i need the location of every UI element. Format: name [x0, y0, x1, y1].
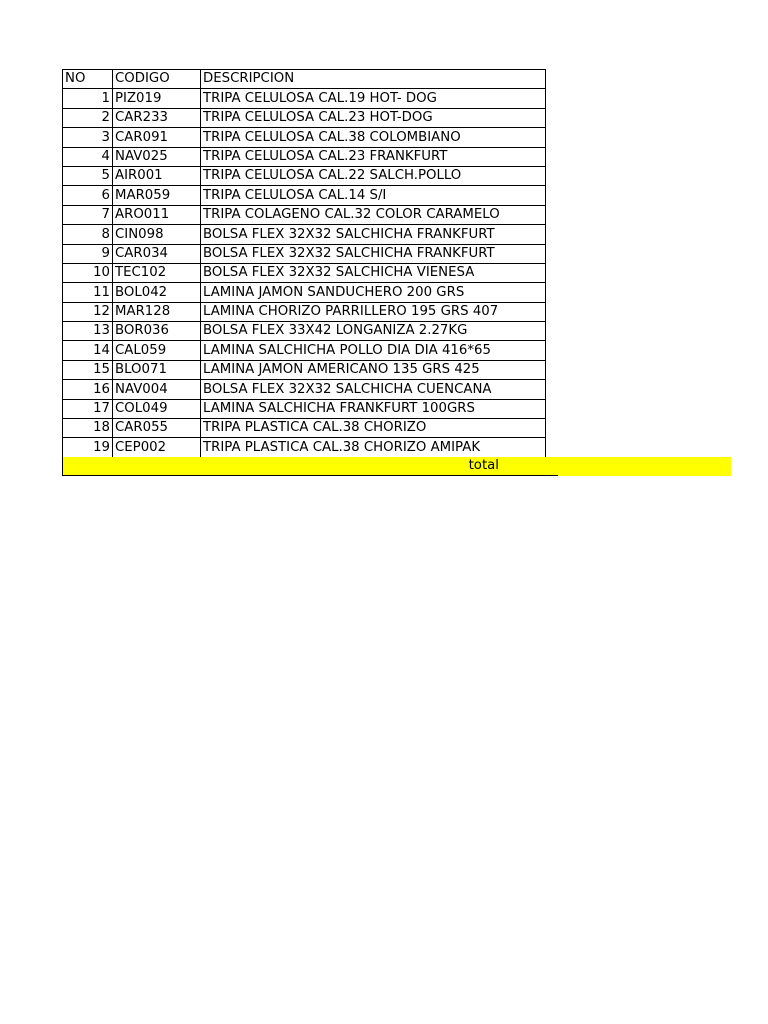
table-row — [63, 244, 546, 263]
cell-codigo[interactable]: NAV004 — [113, 380, 201, 399]
header-codigo[interactable]: CODIGO — [113, 70, 201, 89]
cell-no[interactable]: 14 — [63, 341, 113, 360]
cell-codigo[interactable]: CAR091 — [113, 128, 201, 147]
cell-descripcion[interactable]: BOLSA FLEX 32X32 SALCHICHA FRANKFURT — [201, 225, 546, 244]
cell-no[interactable]: 4 — [63, 147, 113, 166]
cell-descripcion[interactable]: LAMINA SALCHICHA FRANKFURT 100GRS — [201, 399, 546, 418]
table-row — [63, 302, 546, 321]
cell-descripcion[interactable]: LAMINA JAMON SANDUCHERO 200 GRS — [201, 283, 546, 302]
cell-no[interactable]: 8 — [63, 225, 113, 244]
cell-codigo[interactable]: CIN098 — [113, 225, 201, 244]
cell-codigo[interactable]: BOR036 — [113, 322, 201, 341]
header-row — [63, 70, 546, 89]
table-row — [63, 360, 546, 379]
cell-descripcion[interactable]: LAMINA JAMON AMERICANO 135 GRS 425 — [201, 360, 546, 379]
table-row — [63, 419, 546, 438]
cell-descripcion[interactable]: TRIPA PLASTICA CAL.38 CHORIZO AMIPAK — [201, 438, 546, 457]
cell-no[interactable]: 5 — [63, 166, 113, 185]
cell-no[interactable]: 19 — [63, 438, 113, 457]
table-row — [63, 186, 546, 205]
cell-no[interactable]: 18 — [63, 419, 113, 438]
cell-codigo[interactable]: CEP002 — [113, 438, 201, 457]
cell-no[interactable]: 13 — [63, 322, 113, 341]
cell-descripcion[interactable]: TRIPA CELULOSA CAL.19 HOT- DOG — [201, 89, 546, 108]
table-row — [63, 380, 546, 399]
table-body — [63, 70, 546, 458]
cell-no[interactable]: 1 — [63, 89, 113, 108]
cell-descripcion[interactable]: TRIPA PLASTICA CAL.38 CHORIZO — [201, 419, 546, 438]
cell-descripcion[interactable]: LAMINA CHORIZO PARRILLERO 195 GRS 407 — [201, 302, 546, 321]
cell-no[interactable]: 17 — [63, 399, 113, 418]
cell-codigo[interactable]: ARO011 — [113, 205, 201, 224]
table-row — [63, 166, 546, 185]
total-row[interactable] — [62, 457, 731, 476]
table-row — [63, 399, 546, 418]
header-no[interactable]: NO — [63, 70, 113, 89]
product-table — [62, 69, 546, 458]
total-label: total — [468, 458, 499, 473]
cell-descripcion[interactable]: BOLSA FLEX 32X32 SALCHICHA FRANKFURT — [201, 244, 546, 263]
cell-descripcion[interactable]: BOLSA FLEX 32X32 SALCHICHA CUENCANA — [201, 380, 546, 399]
cell-codigo[interactable]: CAR233 — [113, 108, 201, 127]
cell-descripcion[interactable]: TRIPA COLAGENO CAL.32 COLOR CARAMELO — [201, 205, 546, 224]
cell-codigo[interactable]: CAR055 — [113, 419, 201, 438]
cell-descripcion[interactable]: TRIPA CELULOSA CAL.23 HOT-DOG — [201, 108, 546, 127]
cell-no[interactable]: 11 — [63, 283, 113, 302]
cell-no[interactable]: 10 — [63, 263, 113, 282]
cell-descripcion[interactable]: LAMINA SALCHICHA POLLO DIA DIA 416*65 — [201, 341, 546, 360]
cell-codigo[interactable]: AIR001 — [113, 166, 201, 185]
table-row — [63, 322, 546, 341]
cell-no[interactable]: 9 — [63, 244, 113, 263]
cell-codigo[interactable]: CAR034 — [113, 244, 201, 263]
table-row — [63, 225, 546, 244]
table-row — [63, 341, 546, 360]
cell-no[interactable]: 3 — [63, 128, 113, 147]
table-row — [63, 438, 546, 457]
cell-descripcion[interactable]: TRIPA CELULOSA CAL.22 SALCH.POLLO — [201, 166, 546, 185]
cell-descripcion[interactable]: BOLSA FLEX 32X32 SALCHICHA VIENESA — [201, 263, 546, 282]
cell-codigo[interactable]: BOL042 — [113, 283, 201, 302]
cell-codigo[interactable]: BLO071 — [113, 360, 201, 379]
table-row — [63, 263, 546, 282]
header-descripcion[interactable]: DESCRIPCION — [201, 70, 546, 89]
cell-descripcion[interactable]: TRIPA CELULOSA CAL.23 FRANKFURT — [201, 147, 546, 166]
cell-codigo[interactable]: MAR128 — [113, 302, 201, 321]
table-row — [63, 128, 546, 147]
cell-codigo[interactable]: TEC102 — [113, 263, 201, 282]
cell-codigo[interactable]: PIZ019 — [113, 89, 201, 108]
cell-codigo[interactable]: MAR059 — [113, 186, 201, 205]
table-row — [63, 108, 546, 127]
cell-no[interactable]: 12 — [63, 302, 113, 321]
cell-no[interactable]: 6 — [63, 186, 113, 205]
cell-descripcion[interactable]: TRIPA CELULOSA CAL.14 S/I — [201, 186, 546, 205]
cell-descripcion[interactable]: BOLSA FLEX 33X42 LONGANIZA 2.27KG — [201, 322, 546, 341]
cell-no[interactable]: 7 — [63, 205, 113, 224]
cell-codigo[interactable]: COL049 — [113, 399, 201, 418]
table-row — [63, 283, 546, 302]
cell-codigo[interactable]: NAV025 — [113, 147, 201, 166]
cell-codigo[interactable]: CAL059 — [113, 341, 201, 360]
cell-no[interactable]: 15 — [63, 360, 113, 379]
table-row — [63, 147, 546, 166]
cell-no[interactable]: 16 — [63, 380, 113, 399]
table-row — [63, 205, 546, 224]
table-row — [63, 89, 546, 108]
cell-descripcion[interactable]: TRIPA CELULOSA CAL.38 COLOMBIANO — [201, 128, 546, 147]
cell-no[interactable]: 2 — [63, 108, 113, 127]
